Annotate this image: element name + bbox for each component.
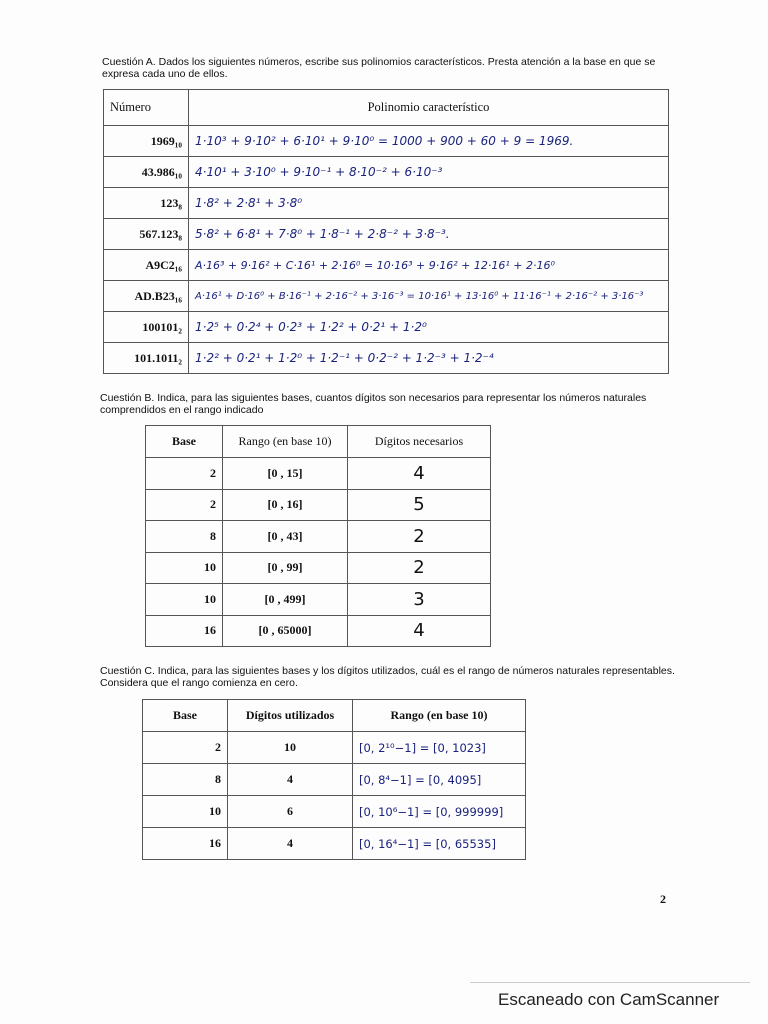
range-cell: [0, 8⁴−1] = [0, 4095] — [353, 764, 526, 796]
table-row — [104, 126, 669, 157]
number-cell: 101.1011₂ — [104, 343, 189, 374]
c-header-range: Rango (en base 10) — [353, 700, 526, 732]
poly-cell: A·16¹ + D·16⁰ + B·16⁻¹ + 2·16⁻² + 3·16⁻³ = 10·16¹ + 13·16⁰ + 11·16⁻¹ + 2·16⁻² + 3·16⁻³ — [189, 281, 669, 312]
range-cell: [0, 2¹⁰−1] = [0, 1023] — [353, 732, 526, 764]
table-row — [146, 458, 491, 490]
digits-cell: 4 — [228, 828, 353, 860]
number-cell: 43.986₁₀ — [104, 157, 189, 188]
range-cell: [0, 16⁴−1] = [0, 65535] — [353, 828, 526, 860]
number-cell: 123₈ — [104, 188, 189, 219]
base-cell: 2 — [143, 732, 228, 764]
digits-cell: 6 — [228, 796, 353, 828]
base-cell: 10 — [146, 584, 223, 616]
table-row — [104, 250, 669, 281]
base-cell: 16 — [143, 828, 228, 860]
question-c-text: Cuestión C. Indica, para las siguientes bases y los dígitos utilizados, cuál es el rango de números naturales representables. Considera que el rango comienza en cero. — [100, 665, 675, 689]
poly-cell: 5·8² + 6·8¹ + 7·8⁰ + 1·8⁻¹ + 2·8⁻² + 3·8⁻³. — [189, 219, 669, 250]
range-cell: [0 , 43] — [223, 521, 348, 553]
header-number: Número — [104, 90, 189, 126]
c-header-base: Base — [143, 700, 228, 732]
digits-cell: 4 — [348, 615, 491, 647]
question-b-text: Cuestión B. Indica, para las siguientes bases, cuantos dígitos son necesarios para representar los números naturales comprendidos en el rango indicado — [100, 392, 647, 416]
table-row — [143, 828, 526, 860]
question-a-text: Cuestión A. Dados los siguientes números, escribe sus polinomios característicos. Presta atención a la base en que se expresa cada uno de ellos. — [102, 56, 656, 80]
table-c — [142, 699, 526, 860]
table-row — [143, 732, 526, 764]
table-row — [146, 552, 491, 584]
table-row — [104, 343, 669, 374]
table-a — [103, 89, 669, 374]
table-row — [143, 764, 526, 796]
table-row — [104, 281, 669, 312]
poly-cell: 1·2⁵ + 0·2⁴ + 0·2³ + 1·2² + 0·2¹ + 1·2⁰ — [189, 312, 669, 343]
camscanner-watermark: Escaneado con CamScanner — [498, 990, 720, 1009]
digits-cell: 10 — [228, 732, 353, 764]
digits-cell: 2 — [348, 552, 491, 584]
range-cell: [0, 10⁶−1] = [0, 999999] — [353, 796, 526, 828]
poly-cell: 4·10¹ + 3·10⁰ + 9·10⁻¹ + 8·10⁻² + 6·10⁻³ — [189, 157, 669, 188]
number-cell: 1969₁₀ — [104, 126, 189, 157]
base-cell: 2 — [146, 458, 223, 490]
range-cell: [0 , 16] — [223, 489, 348, 521]
table-row — [146, 521, 491, 553]
number-cell: A9C2₁₆ — [104, 250, 189, 281]
b-header-base: Base — [146, 426, 223, 458]
b-header-range: Rango (en base 10) — [223, 426, 348, 458]
base-cell: 16 — [146, 615, 223, 647]
footer-divider — [470, 982, 750, 983]
page-number: 2 — [660, 892, 666, 906]
base-cell: 10 — [143, 796, 228, 828]
table-row — [146, 615, 491, 647]
range-cell: [0 , 499] — [223, 584, 348, 616]
number-cell: 100101₂ — [104, 312, 189, 343]
table-row — [104, 312, 669, 343]
base-cell: 8 — [146, 521, 223, 553]
poly-cell: 1·8² + 2·8¹ + 3·8⁰ — [189, 188, 669, 219]
header-poly: Polinomio característico — [189, 90, 669, 126]
table-row — [104, 157, 669, 188]
table-b — [145, 425, 491, 647]
table-row — [104, 219, 669, 250]
table-row — [146, 489, 491, 521]
digits-cell: 4 — [348, 458, 491, 490]
number-cell: 567.123₈ — [104, 219, 189, 250]
number-cell: AD.B23₁₆ — [104, 281, 189, 312]
base-cell: 2 — [146, 489, 223, 521]
range-cell: [0 , 15] — [223, 458, 348, 490]
digits-cell: 5 — [348, 489, 491, 521]
c-header-digits: Dígitos utilizados — [228, 700, 353, 732]
digits-cell: 3 — [348, 584, 491, 616]
poly-cell: A·16³ + 9·16² + C·16¹ + 2·16⁰ = 10·16³ + 9·16² + 12·16¹ + 2·16⁰ — [189, 250, 669, 281]
b-header-digits: Dígitos necesarios — [348, 426, 491, 458]
base-cell: 8 — [143, 764, 228, 796]
digits-cell: 4 — [228, 764, 353, 796]
digits-cell: 2 — [348, 521, 491, 553]
range-cell: [0 , 65000] — [223, 615, 348, 647]
table-row — [146, 584, 491, 616]
poly-cell: 1·10³ + 9·10² + 6·10¹ + 9·10⁰ = 1000 + 900 + 60 + 9 = 1969. — [189, 126, 669, 157]
table-row — [143, 796, 526, 828]
poly-cell: 1·2² + 0·2¹ + 1·2⁰ + 1·2⁻¹ + 0·2⁻² + 1·2⁻³ + 1·2⁻⁴ — [189, 343, 669, 374]
range-cell: [0 , 99] — [223, 552, 348, 584]
base-cell: 10 — [146, 552, 223, 584]
table-row — [104, 188, 669, 219]
